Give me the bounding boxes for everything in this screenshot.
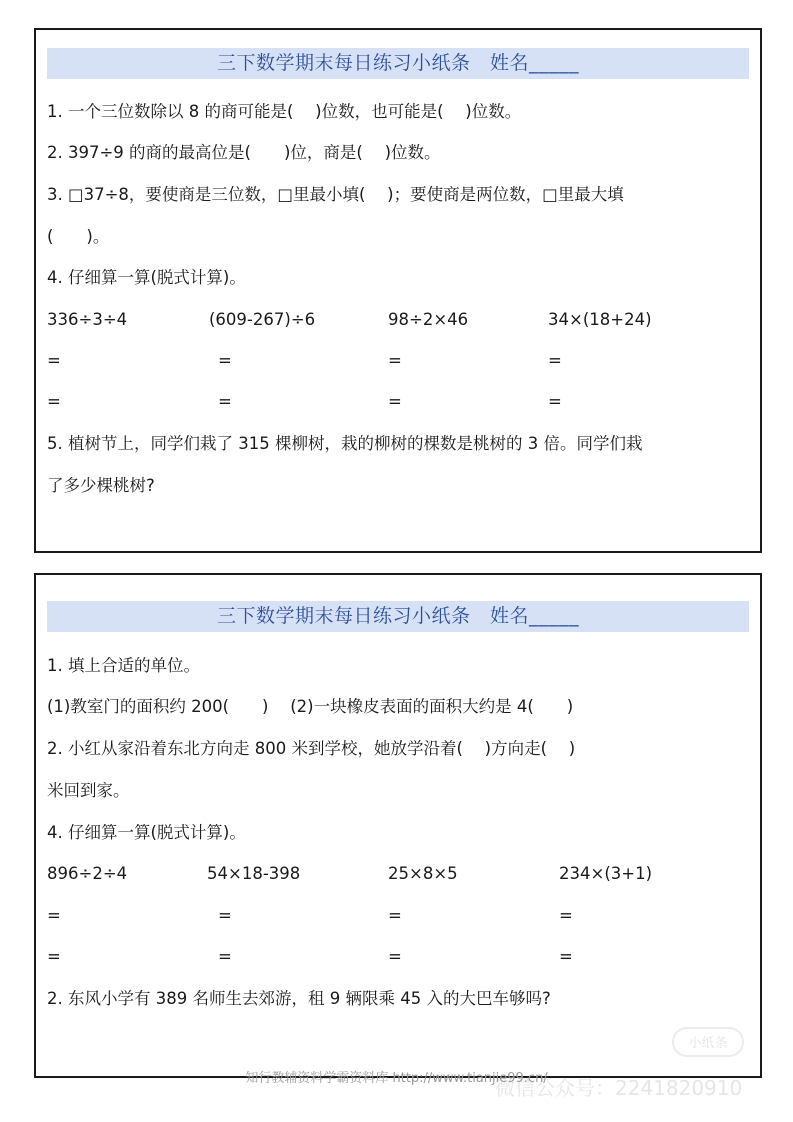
- card-1-equals: =: [218, 392, 232, 411]
- card-2-question-2-cont: 米回到家。: [47, 781, 130, 800]
- card-1-expression-3: 98÷2×46: [388, 310, 469, 329]
- card-1-question-2: 2. 397÷9 的商的最高位是( )位，商是( )位数。: [47, 143, 441, 162]
- card-1-question-3-cont: ( )。: [47, 227, 110, 246]
- card-2-equals: =: [388, 947, 402, 966]
- card-2-question-2: 2. 小红从家沿着东北方向走 800 米到学校，她放学沿着( )方向走( ): [47, 739, 576, 758]
- card-1-expression-4: 34×(18+24): [548, 310, 652, 329]
- card-1-question-4: 4. 仔细算一算(脱式计算)。: [47, 268, 246, 287]
- card-2-equals: =: [559, 947, 573, 966]
- card-1-title: 三下数学期末每日练习小纸条 姓名_____: [47, 48, 749, 79]
- card-1-equals: =: [47, 351, 61, 370]
- card-1-equals: =: [218, 351, 232, 370]
- card-1-expression-1: 336÷3÷4: [47, 310, 128, 329]
- card-2-equals: =: [47, 906, 61, 925]
- card-1-question-1: 1. 一个三位数除以 8 的商可能是( )位数，也可能是( )位数。: [47, 102, 522, 121]
- card-2-expression-3: 25×8×5: [388, 864, 458, 883]
- card-2-title: 三下数学期末每日练习小纸条 姓名_____: [47, 601, 749, 632]
- card-2-question-1: 1. 填上合适的单位。: [47, 656, 200, 675]
- card-1-equals: =: [548, 351, 562, 370]
- card-2-expression-1: 896÷2÷4: [47, 864, 128, 883]
- card-2-question-4: 4. 仔细算一算(脱式计算)。: [47, 823, 246, 842]
- card-1-equals: =: [388, 351, 402, 370]
- watermark-text: 微信公众号：2241820910: [495, 1076, 743, 1100]
- card-2-question-last: 2. 东风小学有 389 名师生去郊游，租 9 辆限乘 45 入的大巴车够吗?: [47, 989, 551, 1008]
- card-1-question-3: 3. □37÷8，要使商是三位数，□里最小填( )；要使商是两位数，□里最大填: [47, 185, 624, 204]
- card-2-expression-4: 234×(3+1): [559, 864, 653, 883]
- card-1-question-5-cont: 了多少棵桃树?: [47, 476, 155, 495]
- card-2-question-1-items: (1)教室门的面积约 200( ) (2)一块橡皮表面的面积大约是 4( ): [47, 697, 574, 716]
- watermark-badge: 小纸条: [672, 1027, 744, 1057]
- card-1-question-5: 5. 植树节上，同学们栽了 315 棵柳树，栽的柳树的棵数是桃树的 3 倍。同学们栽: [47, 434, 643, 453]
- card-1-expression-2: (609-267)÷6: [209, 310, 316, 329]
- footer-source-link[interactable]: 知行教辅资料学霸资料库 http://www.tianjie99.cn/: [245, 1071, 548, 1086]
- card-1-equals: =: [548, 392, 562, 411]
- card-2-equals: =: [47, 947, 61, 966]
- card-2-expression-2: 54×18-398: [207, 864, 301, 883]
- practice-card-2: [34, 573, 762, 1078]
- practice-card-1: [34, 28, 762, 553]
- card-1-equals: =: [47, 392, 61, 411]
- card-1-equals: =: [388, 392, 402, 411]
- card-2-equals: =: [388, 906, 402, 925]
- card-2-equals: =: [218, 947, 232, 966]
- card-2-equals: =: [559, 906, 573, 925]
- card-2-equals: =: [218, 906, 232, 925]
